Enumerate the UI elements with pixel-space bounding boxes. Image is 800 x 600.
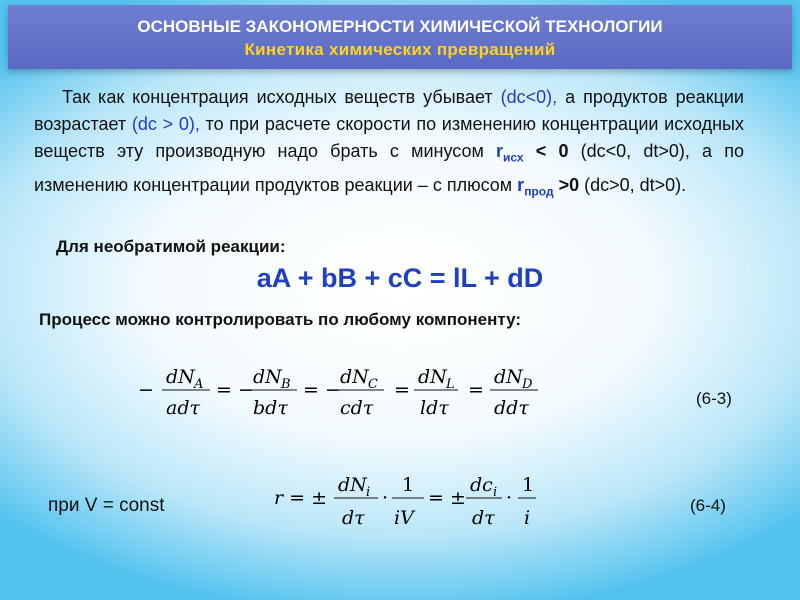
eq1-term-d-num: dN bbox=[494, 366, 523, 388]
rate-equality-equation bbox=[138, 358, 558, 432]
eq2-f1-den: dτ bbox=[342, 507, 365, 529]
slide-title: ОСНОВНЫЕ ЗАКОНОМЕРНОСТИ ХИМИЧЕСКОЙ ТЕХНОЛОГИИ bbox=[137, 17, 663, 36]
eq1-term-b-den: bdτ bbox=[253, 397, 288, 419]
eq1-term-a-den: adτ bbox=[166, 397, 201, 419]
eq1-term-a-sign: − bbox=[138, 379, 154, 401]
eq2-f1-num-sub: i bbox=[366, 485, 371, 500]
eq2-f4-den: i bbox=[524, 507, 531, 529]
rate-definition-equation bbox=[274, 466, 544, 540]
eq2-dot-1: · bbox=[382, 487, 389, 509]
eq1-term-b-num-sub: B bbox=[281, 377, 291, 392]
eq2-lhs: r = ± bbox=[274, 487, 328, 509]
eq2-f2-num: 1 bbox=[402, 474, 415, 496]
para-text-1: Так как концентрация исходных веществ убывает bbox=[62, 87, 501, 107]
para-text-2: а продуктов реакции возрастает bbox=[34, 87, 744, 134]
intro-paragraph bbox=[34, 84, 744, 205]
para-text-5: (dc>0, dt>0). bbox=[579, 174, 687, 195]
eq2-f4-num: 1 bbox=[522, 474, 535, 496]
eq2-f3-den: dτ bbox=[472, 507, 495, 529]
slide-subtitle: Кинетика химических превращений bbox=[244, 40, 556, 59]
eq1-term-l-num-sub: L bbox=[446, 377, 455, 392]
eq2-f3-num: dc bbox=[470, 474, 493, 496]
rate-product-symbol: r bbox=[517, 174, 525, 195]
process-label: Процесс можно контролировать по любому компоненту: bbox=[39, 310, 522, 329]
rate-initial-subscript: исх bbox=[503, 150, 524, 165]
eq1-term-b-op: = − bbox=[303, 379, 341, 401]
eq1-term-c-den: cdτ bbox=[340, 397, 374, 419]
eq1-term-c-op: = bbox=[394, 379, 410, 401]
eq2-f1-num: dN bbox=[338, 474, 367, 496]
eq2-dot-2: · bbox=[506, 487, 513, 509]
title-banner bbox=[8, 5, 792, 69]
equation-number-6-3: (6-3) bbox=[696, 389, 732, 408]
eq1-term-l-num: dN bbox=[418, 366, 447, 388]
reaction-equation: aA + bB + cC = lL + dD bbox=[256, 263, 544, 293]
eq1-term-l-op: = bbox=[468, 379, 484, 401]
eq1-term-d-num-sub: D bbox=[522, 377, 533, 392]
para-cond-1: (dc<0), bbox=[500, 87, 558, 107]
irreversible-label: Для необратимой реакции: bbox=[56, 237, 286, 256]
eq1-term-b-num: dN bbox=[253, 366, 282, 388]
eq2-mid: = ± bbox=[428, 487, 466, 509]
eq2-f2-den: iV bbox=[394, 507, 414, 529]
eq1-term-d-den: ddτ bbox=[494, 397, 529, 419]
eq1-term-c-num: dN bbox=[340, 366, 369, 388]
eq1-term-a-num: dN bbox=[166, 366, 195, 388]
eq1-term-a-op: = − bbox=[216, 379, 254, 401]
rate-initial-condition: < 0 bbox=[523, 141, 569, 161]
rate-initial-symbol: r bbox=[496, 141, 504, 161]
eq1-term-a-num-sub: A bbox=[194, 377, 204, 392]
para-text-3: то при расчете скорости по изменению концентрации исходных веществ эту производную надо брать с минусом bbox=[34, 114, 744, 161]
rate-product-condition: >0 bbox=[553, 174, 580, 195]
eq2-f3-num-sub: i bbox=[493, 485, 498, 500]
eq1-term-l-den: ldτ bbox=[420, 397, 449, 419]
eq1-term-c-num-sub: C bbox=[368, 377, 378, 392]
para-text-4: (dc<0, dt>0), а по изменению концентрации продуктов реакции – с плюсом bbox=[34, 141, 744, 195]
constant-volume-condition: при V = const bbox=[48, 495, 165, 516]
rate-product-subscript: прод bbox=[524, 184, 554, 199]
para-cond-2: (dc > 0), bbox=[131, 114, 200, 134]
equation-number-6-4: (6-4) bbox=[690, 496, 726, 515]
